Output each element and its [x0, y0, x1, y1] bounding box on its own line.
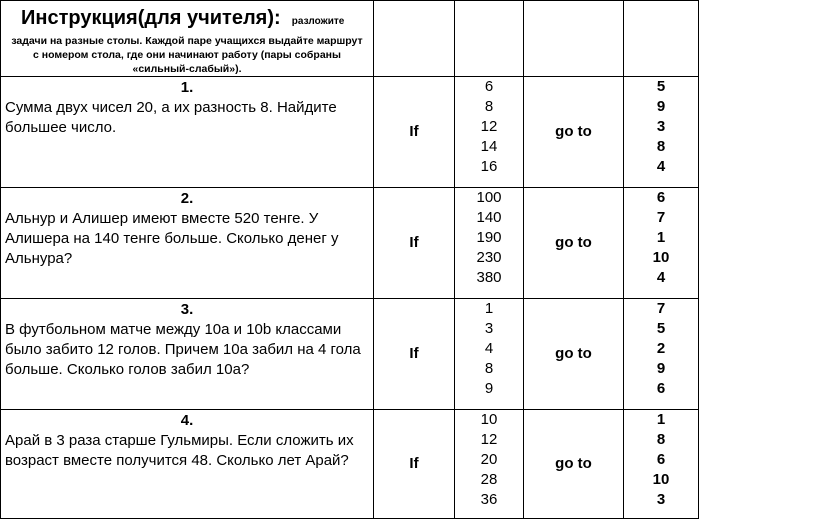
target: 6	[656, 451, 666, 468]
header-row	[1, 1, 699, 77]
target: 8	[656, 138, 666, 155]
header-title-tail: разложите	[291, 16, 345, 27]
target: 9	[656, 98, 666, 115]
task-cell	[1, 299, 374, 410]
option: 6	[484, 78, 494, 95]
goto-label: go to	[524, 77, 624, 188]
target: 5	[656, 320, 666, 337]
target: 9	[656, 360, 666, 377]
task-row	[1, 410, 699, 519]
option: 100	[476, 189, 502, 206]
task-text: Сумма двух чисел 20, а их разность 8. Найдите большее число.	[5, 99, 337, 136]
task-number: 4.	[180, 412, 194, 429]
target: 4	[656, 158, 666, 175]
task-row	[1, 299, 699, 410]
task-cell	[1, 410, 374, 519]
option: 16	[480, 158, 498, 175]
goto-label: go to	[524, 188, 624, 299]
target: 2	[656, 340, 666, 357]
options-cell	[455, 299, 524, 410]
option: 140	[476, 209, 502, 226]
target: 3	[656, 118, 666, 135]
target: 10	[652, 249, 670, 266]
task-text: В футбольном матче между 10a и 10b классами было забито 12 голов. Причем 10а забил на 4 гола больше. Сколько голов забил 10а?	[5, 321, 361, 378]
if-label: If	[374, 188, 455, 299]
header-empty-cell	[374, 1, 455, 77]
targets-cell	[624, 410, 699, 519]
options-cell	[455, 410, 524, 519]
header-empty-cell	[624, 1, 699, 77]
if-label: If	[374, 77, 455, 188]
goto-label: go to	[524, 410, 624, 519]
header-empty-cell	[524, 1, 624, 77]
header-title: Инструкция(для учителя):	[21, 7, 281, 29]
target: 6	[656, 189, 666, 206]
option: 3	[484, 320, 494, 337]
task-text: Альнур и Алишер имеют вместе 520 тенге. У Алишера на 140 тенге больше. Сколько денег у Альнура?	[5, 210, 339, 267]
target: 4	[656, 269, 666, 286]
target: 3	[656, 491, 666, 508]
target: 6	[656, 380, 666, 397]
target: 10	[652, 471, 670, 488]
task-number: 1.	[180, 79, 194, 96]
option: 12	[480, 431, 498, 448]
options-cell	[455, 188, 524, 299]
option: 380	[476, 269, 502, 286]
option: 9	[484, 380, 494, 397]
header-empty-cell	[455, 1, 524, 77]
task-row	[1, 188, 699, 299]
header-cell	[1, 1, 374, 77]
targets-cell	[624, 77, 699, 188]
task-number: 2.	[180, 190, 194, 207]
task-text: Арай в 3 раза старше Гульмиры. Если сложить их возраст вместе получится 48. Сколько лет Арай?	[5, 432, 354, 469]
header-title-line	[1, 1, 373, 34]
target: 8	[656, 431, 666, 448]
option: 36	[480, 491, 498, 508]
target: 7	[656, 209, 666, 226]
target: 1	[656, 229, 666, 246]
option: 14	[480, 138, 498, 155]
header-instruction: задачи на разные столы. Каждой паре учащихся выдайте маршрут с номером стола, где они начинают работу (пары собраны «сильный-слабый»).	[11, 35, 363, 75]
if-label: If	[374, 299, 455, 410]
target: 1	[656, 411, 666, 428]
option: 10	[480, 411, 498, 428]
task-cell	[1, 188, 374, 299]
options-cell	[455, 77, 524, 188]
option: 8	[484, 98, 494, 115]
option: 28	[480, 471, 498, 488]
task-row	[1, 77, 699, 188]
option: 8	[484, 360, 494, 377]
option: 20	[480, 451, 498, 468]
option: 230	[476, 249, 502, 266]
target: 7	[656, 300, 666, 317]
target: 5	[656, 78, 666, 95]
if-label: If	[374, 410, 455, 519]
option: 12	[480, 118, 498, 135]
option: 4	[484, 340, 494, 357]
option: 190	[476, 229, 502, 246]
option: 1	[484, 300, 494, 317]
targets-cell	[624, 299, 699, 410]
goto-label: go to	[524, 299, 624, 410]
task-cell	[1, 77, 374, 188]
targets-cell	[624, 188, 699, 299]
task-number: 3.	[180, 301, 194, 318]
